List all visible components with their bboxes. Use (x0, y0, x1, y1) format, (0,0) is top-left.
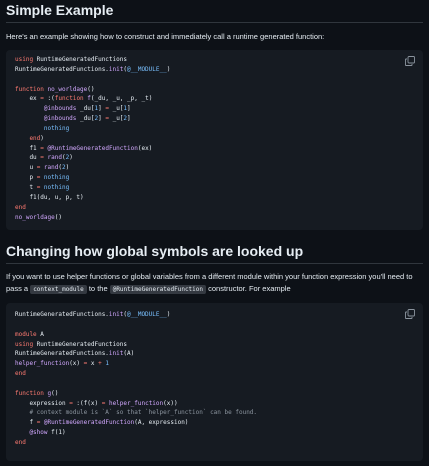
code-simple-example: using RuntimeGeneratedFunctions RuntimeGeneratedFunctions.init(@__MODULE__) function no_worldage() ex = :(function f(_du, _u, _p, _t) @inbounds _du[1] = _u[1] @inbounds _du[2] = _u[2] nothing end) f1 = @RuntimeGeneratedFunction(ex) du = rand(2) u = rand(2) p = nothing t = nothing f1(du, u, p, t) end no_worldage() (15, 56, 171, 221)
heading-divider (6, 22, 423, 23)
heading-divider (6, 263, 423, 264)
code-block-global-symbols (6, 303, 423, 461)
heading-global-symbols: Changing how global symbols are looked up (6, 243, 304, 259)
simple-example-intro: Here's an example showing how to construct and immediately call a runtime generated function: (6, 32, 325, 41)
global-symbols-intro: If you want to use helper functions or global variables from a different module within your function expression you'll need to pass a context_module to the @RuntimeGeneratedFunction constructor. For example (6, 272, 413, 293)
code-global-symbols: RuntimeGeneratedFunctions.init(@__MODULE__) module A using RuntimeGeneratedFunctions RuntimeGeneratedFunctions.init(A) helper_function(x) = x + 1 end function g() expression = :(f(x) = helper_function(x)) # context module is `A` so that `helper_function` can be found. f = @RuntimeGeneratedFunction(A, expression) @show f(1) end (15, 311, 258, 446)
inline-code-context-module: context_module (30, 285, 87, 294)
heading-simple-example: Simple Example (6, 2, 114, 18)
copy-icon[interactable] (405, 309, 415, 319)
inline-code-runtime-generated-function: @RuntimeGeneratedFunction (110, 285, 206, 294)
copy-icon[interactable] (405, 56, 415, 66)
code-block-simple-example (6, 50, 423, 230)
